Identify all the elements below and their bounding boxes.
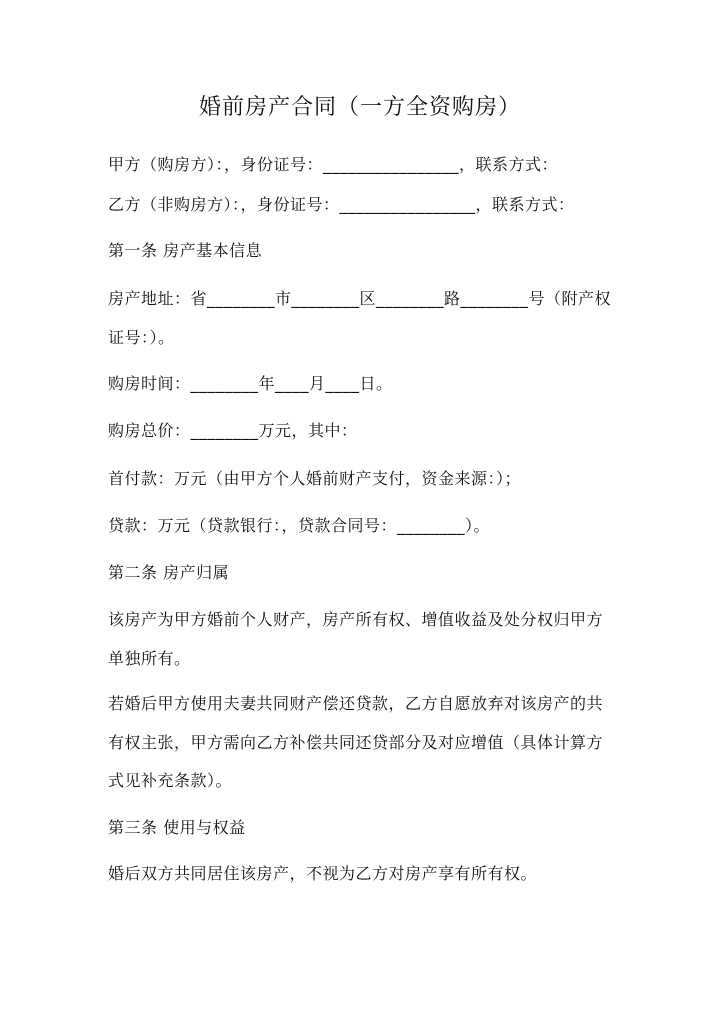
repayment-paragraph-line-1: 若婚后甲方使用夫妻共同财产偿还贷款，乙方自愿放弃对该房产的共: [108, 694, 604, 713]
loan-line: 贷款：万元（贷款银行：，贷款合同号：________）。: [108, 516, 491, 535]
ownership-paragraph-line-2: 单独所有。: [108, 649, 191, 668]
article-2-heading: 第二条 房产归属: [108, 563, 230, 582]
purchase-date-line: 购房时间：________年____月____日。: [108, 374, 393, 393]
party-b-line: 乙方（非购房方）：，身份证号：________________，联系方式：: [108, 195, 575, 214]
article-3-heading: 第三条 使用与权益: [108, 818, 246, 837]
property-address-line: 房产地址：省________市________区________路________号（附产权: [108, 289, 612, 308]
article-1-heading: 第一条 房产基本信息: [108, 241, 263, 260]
ownership-paragraph-line-1: 该房产为甲方婚前个人财产，房产所有权、增值收益及处分权归甲方: [108, 610, 604, 629]
document-title: 婚前房产合同（一方全资购房）: [198, 95, 521, 120]
repayment-paragraph-line-2: 有权主张，甲方需向乙方补偿共同还贷部分及对应增值（具体计算方: [108, 733, 604, 752]
purchase-price-line: 购房总价：________万元，其中：: [108, 421, 358, 440]
usage-paragraph-line: 婚后双方共同居住该房产，不视为乙方对房产享有所有权。: [108, 864, 538, 883]
property-address-line-cont: 证号：）。: [108, 328, 175, 347]
down-payment-line: 首付款：万元（由甲方个人婚前财产支付，资金来源：）；: [108, 469, 522, 488]
repayment-paragraph-line-3: 式见补充条款）。: [108, 771, 233, 790]
party-a-line: 甲方（购房方）：，身份证号：________________，联系方式：: [108, 155, 559, 174]
